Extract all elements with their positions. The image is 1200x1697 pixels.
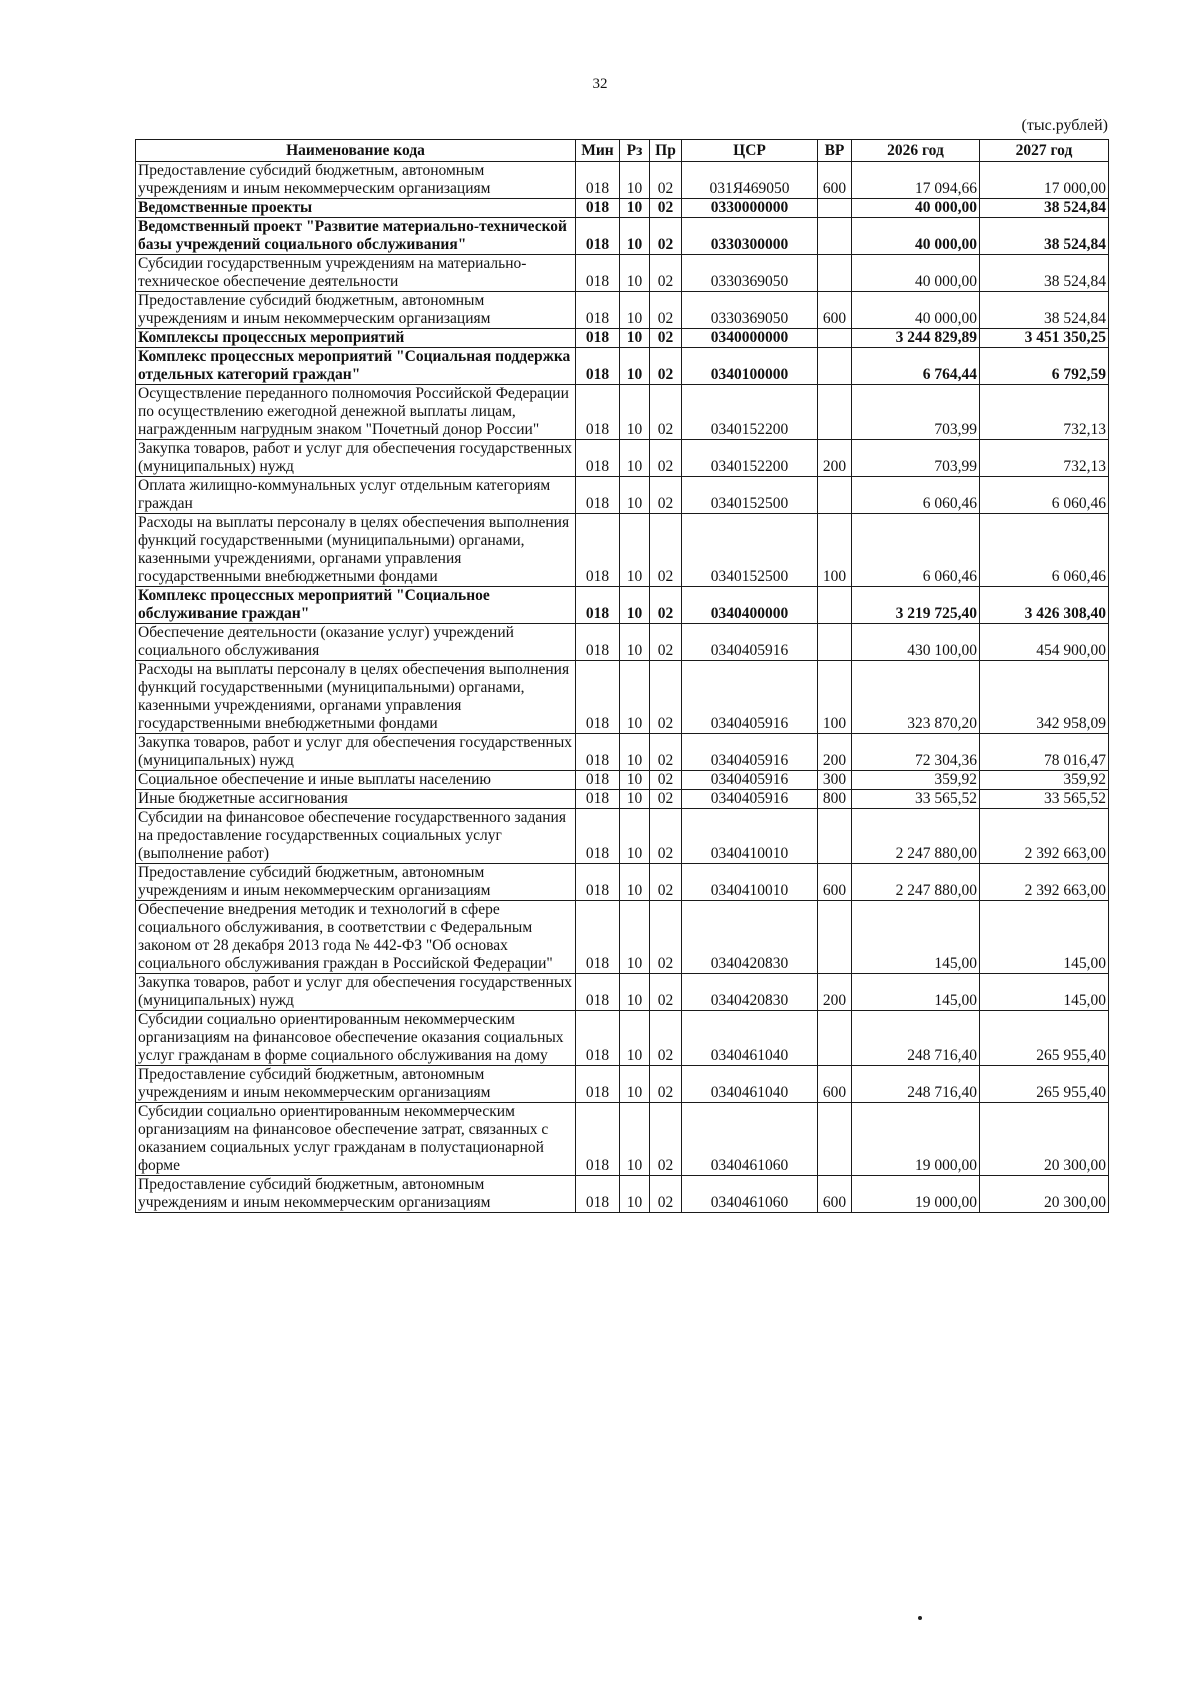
row-csr-cell: 031Я469050 <box>682 162 818 199</box>
row-name-cell: Предоставление субсидий бюджетным, автономным учреждениям и иным некоммерческим организациям <box>136 864 576 901</box>
table-row <box>136 624 1109 661</box>
row-pr-cell: 02 <box>650 790 682 809</box>
table-row <box>136 348 1109 385</box>
row-pr-cell: 02 <box>650 809 682 864</box>
row-name-cell: Субсидии государственным учреждениям на материально-техническое обеспечение деятельности <box>136 255 576 292</box>
row-pr-cell: 02 <box>650 477 682 514</box>
row-name-cell: Комплексы процессных мероприятий <box>136 329 576 348</box>
row-vr-cell: 600 <box>818 292 852 329</box>
row-rz-cell: 10 <box>620 1011 650 1066</box>
row-2027-cell: 3 426 308,40 <box>980 587 1109 624</box>
row-2026-cell: 248 716,40 <box>852 1066 980 1103</box>
row-min-cell: 018 <box>576 477 620 514</box>
row-min-cell: 018 <box>576 734 620 771</box>
row-2026-cell: 33 565,52 <box>852 790 980 809</box>
row-2026-cell: 19 000,00 <box>852 1176 980 1213</box>
header-pr: Пр <box>650 140 682 162</box>
row-vr-cell <box>818 348 852 385</box>
table-row <box>136 901 1109 974</box>
row-name-cell: Закупка товаров, работ и услуг для обеспечения государственных (муниципальных) нужд <box>136 734 576 771</box>
row-2027-cell: 38 524,84 <box>980 292 1109 329</box>
row-min-cell: 018 <box>576 1176 620 1213</box>
row-rz-cell: 10 <box>620 348 650 385</box>
row-vr-cell <box>818 901 852 974</box>
row-csr-cell: 0340152200 <box>682 385 818 440</box>
row-2026-cell: 6 060,46 <box>852 514 980 587</box>
row-vr-cell <box>818 587 852 624</box>
row-csr-cell: 0340152500 <box>682 477 818 514</box>
row-pr-cell: 02 <box>650 218 682 255</box>
row-pr-cell: 02 <box>650 771 682 790</box>
row-rz-cell: 10 <box>620 162 650 199</box>
table-row <box>136 587 1109 624</box>
header-name: Наименование кода <box>136 140 576 162</box>
row-2027-cell: 145,00 <box>980 974 1109 1011</box>
row-vr-cell <box>818 1103 852 1176</box>
row-name-cell: Расходы на выплаты персоналу в целях обеспечения выполнения функций государственными (муниципальными) органами, казенными учреждениями, органами управления государственными внебюджетными фондами <box>136 661 576 734</box>
row-csr-cell: 0340461040 <box>682 1066 818 1103</box>
row-name-cell: Комплекс процессных мероприятий "Социальная поддержка отдельных категорий граждан" <box>136 348 576 385</box>
row-vr-cell: 300 <box>818 771 852 790</box>
row-2026-cell: 248 716,40 <box>852 1011 980 1066</box>
row-2026-cell: 323 870,20 <box>852 661 980 734</box>
units-label: (тыс.рублей) <box>1021 117 1108 134</box>
row-2027-cell: 265 955,40 <box>980 1011 1109 1066</box>
row-rz-cell: 10 <box>620 218 650 255</box>
row-vr-cell <box>818 199 852 218</box>
row-rz-cell: 10 <box>620 1103 650 1176</box>
row-vr-cell <box>818 477 852 514</box>
row-name-cell: Субсидии на финансовое обеспечение государственного задания на предоставление государственных социальных услуг (выполнение работ) <box>136 809 576 864</box>
row-min-cell: 018 <box>576 255 620 292</box>
table-row <box>136 1011 1109 1066</box>
row-min-cell: 018 <box>576 1066 620 1103</box>
row-rz-cell: 10 <box>620 255 650 292</box>
row-min-cell: 018 <box>576 292 620 329</box>
row-pr-cell: 02 <box>650 587 682 624</box>
row-2026-cell: 40 000,00 <box>852 199 980 218</box>
row-2026-cell: 359,92 <box>852 771 980 790</box>
row-min-cell: 018 <box>576 218 620 255</box>
row-2027-cell: 145,00 <box>980 901 1109 974</box>
row-rz-cell: 10 <box>620 1176 650 1213</box>
table-row <box>136 218 1109 255</box>
row-2026-cell: 145,00 <box>852 974 980 1011</box>
row-name-cell: Ведомственный проект "Развитие материально-технической базы учреждений социального обслуживания" <box>136 218 576 255</box>
row-min-cell: 018 <box>576 974 620 1011</box>
row-2027-cell: 20 300,00 <box>980 1103 1109 1176</box>
row-rz-cell: 10 <box>620 440 650 477</box>
row-2027-cell: 33 565,52 <box>980 790 1109 809</box>
table-row <box>136 385 1109 440</box>
row-min-cell: 018 <box>576 661 620 734</box>
row-2027-cell: 454 900,00 <box>980 624 1109 661</box>
row-min-cell: 018 <box>576 864 620 901</box>
row-rz-cell: 10 <box>620 974 650 1011</box>
row-2027-cell: 265 955,40 <box>980 1066 1109 1103</box>
table-row <box>136 440 1109 477</box>
row-name-cell: Расходы на выплаты персоналу в целях обеспечения выполнения функций государственными (муниципальными) органами, казенными учреждениями, органами управления государственными внебюджетными фондами <box>136 514 576 587</box>
table-header-row <box>136 140 1109 162</box>
row-rz-cell: 10 <box>620 514 650 587</box>
row-name-cell: Предоставление субсидий бюджетным, автономным учреждениям и иным некоммерческим организациям <box>136 1176 576 1213</box>
table-row <box>136 329 1109 348</box>
row-min-cell: 018 <box>576 199 620 218</box>
row-csr-cell: 0330300000 <box>682 218 818 255</box>
row-2027-cell: 2 392 663,00 <box>980 864 1109 901</box>
table-row <box>136 790 1109 809</box>
row-pr-cell: 02 <box>650 440 682 477</box>
row-csr-cell: 0340152200 <box>682 440 818 477</box>
table-row <box>136 771 1109 790</box>
budget-table <box>135 139 1109 1213</box>
table-row <box>136 864 1109 901</box>
row-2026-cell: 40 000,00 <box>852 218 980 255</box>
row-rz-cell: 10 <box>620 901 650 974</box>
row-pr-cell: 02 <box>650 1103 682 1176</box>
row-2026-cell: 6 060,46 <box>852 477 980 514</box>
row-rz-cell: 10 <box>620 734 650 771</box>
row-2026-cell: 40 000,00 <box>852 292 980 329</box>
row-csr-cell: 0340461060 <box>682 1176 818 1213</box>
row-rz-cell: 10 <box>620 661 650 734</box>
row-name-cell: Обеспечение внедрения методик и технологий в сфере социального обслуживания, в соответствии с Федеральным законом от 28 декабря 2013 года № 442-ФЗ "Об основах социального обслуживания граждан в Российской Федерации" <box>136 901 576 974</box>
row-name-cell: Комплекс процессных мероприятий "Социальное обслуживание граждан" <box>136 587 576 624</box>
row-vr-cell: 200 <box>818 440 852 477</box>
row-rz-cell: 10 <box>620 771 650 790</box>
row-name-cell: Иные бюджетные ассигнования <box>136 790 576 809</box>
table-row <box>136 1066 1109 1103</box>
row-name-cell: Субсидии социально ориентированным некоммерческим организациям на финансовое обеспечение оказания социальных услуг гражданам в форме социального обслуживания на дому <box>136 1011 576 1066</box>
header-2026: 2026 год <box>852 140 980 162</box>
row-vr-cell: 100 <box>818 514 852 587</box>
table-body <box>136 162 1109 1213</box>
row-vr-cell: 600 <box>818 1066 852 1103</box>
row-csr-cell: 0340000000 <box>682 329 818 348</box>
row-pr-cell: 02 <box>650 1011 682 1066</box>
row-2027-cell: 732,13 <box>980 385 1109 440</box>
row-pr-cell: 02 <box>650 974 682 1011</box>
row-pr-cell: 02 <box>650 661 682 734</box>
row-pr-cell: 02 <box>650 348 682 385</box>
row-min-cell: 018 <box>576 385 620 440</box>
row-vr-cell: 200 <box>818 974 852 1011</box>
row-2026-cell: 6 764,44 <box>852 348 980 385</box>
row-2027-cell: 20 300,00 <box>980 1176 1109 1213</box>
header-csr: ЦСР <box>682 140 818 162</box>
row-vr-cell <box>818 385 852 440</box>
row-rz-cell: 10 <box>620 1066 650 1103</box>
row-name-cell: Предоставление субсидий бюджетным, автономным учреждениям и иным некоммерческим организациям <box>136 1066 576 1103</box>
row-rz-cell: 10 <box>620 385 650 440</box>
row-min-cell: 018 <box>576 440 620 477</box>
row-2027-cell: 6 060,46 <box>980 514 1109 587</box>
row-vr-cell <box>818 624 852 661</box>
row-min-cell: 018 <box>576 1011 620 1066</box>
table-row <box>136 734 1109 771</box>
table-row <box>136 974 1109 1011</box>
row-rz-cell: 10 <box>620 624 650 661</box>
row-2026-cell: 19 000,00 <box>852 1103 980 1176</box>
row-csr-cell: 0340100000 <box>682 348 818 385</box>
row-rz-cell: 10 <box>620 477 650 514</box>
row-min-cell: 018 <box>576 809 620 864</box>
row-2027-cell: 17 000,00 <box>980 162 1109 199</box>
row-pr-cell: 02 <box>650 734 682 771</box>
row-2026-cell: 2 247 880,00 <box>852 864 980 901</box>
row-min-cell: 018 <box>576 1103 620 1176</box>
row-vr-cell: 600 <box>818 1176 852 1213</box>
table-row <box>136 162 1109 199</box>
row-2026-cell: 145,00 <box>852 901 980 974</box>
row-name-cell: Субсидии социально ориентированным некоммерческим организациям на финансовое обеспечение затрат, связанных с оказанием социальных услуг гражданам в полустационарной форме <box>136 1103 576 1176</box>
row-vr-cell <box>818 809 852 864</box>
header-rz: Рз <box>620 140 650 162</box>
row-vr-cell <box>818 1011 852 1066</box>
table-row <box>136 809 1109 864</box>
row-vr-cell: 600 <box>818 162 852 199</box>
row-csr-cell: 0330369050 <box>682 292 818 329</box>
row-csr-cell: 0340405916 <box>682 661 818 734</box>
row-min-cell: 018 <box>576 901 620 974</box>
row-2026-cell: 703,99 <box>852 385 980 440</box>
table-row <box>136 514 1109 587</box>
row-vr-cell: 800 <box>818 790 852 809</box>
row-vr-cell: 600 <box>818 864 852 901</box>
row-pr-cell: 02 <box>650 199 682 218</box>
row-pr-cell: 02 <box>650 385 682 440</box>
row-pr-cell: 02 <box>650 1176 682 1213</box>
row-2027-cell: 342 958,09 <box>980 661 1109 734</box>
row-pr-cell: 02 <box>650 864 682 901</box>
row-csr-cell: 0340461040 <box>682 1011 818 1066</box>
row-min-cell: 018 <box>576 514 620 587</box>
row-csr-cell: 0340152500 <box>682 514 818 587</box>
row-vr-cell: 200 <box>818 734 852 771</box>
row-rz-cell: 10 <box>620 329 650 348</box>
row-csr-cell: 0340405916 <box>682 624 818 661</box>
row-csr-cell: 0340420830 <box>682 974 818 1011</box>
row-csr-cell: 0330000000 <box>682 199 818 218</box>
row-min-cell: 018 <box>576 162 620 199</box>
table-row <box>136 477 1109 514</box>
row-pr-cell: 02 <box>650 162 682 199</box>
row-name-cell: Осуществление переданного полномочия Российской Федерации по осуществлению ежегодной денежной выплаты лицам, награжденным нагрудным знаком "Почетный донор России" <box>136 385 576 440</box>
row-min-cell: 018 <box>576 587 620 624</box>
row-2026-cell: 2 247 880,00 <box>852 809 980 864</box>
page-number: 32 <box>592 76 608 92</box>
row-csr-cell: 0340405916 <box>682 790 818 809</box>
row-name-cell: Социальное обеспечение и иные выплаты населению <box>136 771 576 790</box>
row-rz-cell: 10 <box>620 199 650 218</box>
row-vr-cell: 100 <box>818 661 852 734</box>
table-row <box>136 661 1109 734</box>
row-name-cell: Оплата жилищно-коммунальных услуг отдельным категориям граждан <box>136 477 576 514</box>
row-vr-cell <box>818 329 852 348</box>
row-2026-cell: 3 219 725,40 <box>852 587 980 624</box>
row-vr-cell <box>818 255 852 292</box>
row-pr-cell: 02 <box>650 329 682 348</box>
row-2027-cell: 38 524,84 <box>980 199 1109 218</box>
row-2027-cell: 78 016,47 <box>980 734 1109 771</box>
row-min-cell: 018 <box>576 790 620 809</box>
table-row <box>136 292 1109 329</box>
row-2027-cell: 3 451 350,25 <box>980 329 1109 348</box>
row-pr-cell: 02 <box>650 292 682 329</box>
row-min-cell: 018 <box>576 771 620 790</box>
table-row <box>136 1176 1109 1213</box>
row-csr-cell: 0340405916 <box>682 734 818 771</box>
row-2027-cell: 6 060,46 <box>980 477 1109 514</box>
row-2026-cell: 40 000,00 <box>852 255 980 292</box>
row-rz-cell: 10 <box>620 864 650 901</box>
row-min-cell: 018 <box>576 348 620 385</box>
header-vr: ВР <box>818 140 852 162</box>
row-2026-cell: 17 094,66 <box>852 162 980 199</box>
row-rz-cell: 10 <box>620 790 650 809</box>
row-2027-cell: 38 524,84 <box>980 218 1109 255</box>
row-name-cell: Закупка товаров, работ и услуг для обеспечения государственных (муниципальных) нужд <box>136 974 576 1011</box>
row-name-cell: Предоставление субсидий бюджетным, автономным учреждениям и иным некоммерческим организациям <box>136 292 576 329</box>
row-csr-cell: 0340410010 <box>682 809 818 864</box>
header-2027: 2027 год <box>980 140 1109 162</box>
row-min-cell: 018 <box>576 329 620 348</box>
row-pr-cell: 02 <box>650 901 682 974</box>
row-pr-cell: 02 <box>650 1066 682 1103</box>
row-2027-cell: 359,92 <box>980 771 1109 790</box>
row-pr-cell: 02 <box>650 514 682 587</box>
row-csr-cell: 0340410010 <box>682 864 818 901</box>
row-2026-cell: 703,99 <box>852 440 980 477</box>
row-2026-cell: 3 244 829,89 <box>852 329 980 348</box>
row-rz-cell: 10 <box>620 809 650 864</box>
row-2027-cell: 732,13 <box>980 440 1109 477</box>
row-rz-cell: 10 <box>620 292 650 329</box>
stray-mark <box>918 1616 922 1620</box>
row-name-cell: Предоставление субсидий бюджетным, автономным учреждениям и иным некоммерческим организациям <box>136 162 576 199</box>
row-name-cell: Обеспечение деятельности (оказание услуг) учреждений социального обслуживания <box>136 624 576 661</box>
row-pr-cell: 02 <box>650 624 682 661</box>
table-row <box>136 1103 1109 1176</box>
row-name-cell: Закупка товаров, работ и услуг для обеспечения государственных (муниципальных) нужд <box>136 440 576 477</box>
row-name-cell: Ведомственные проекты <box>136 199 576 218</box>
row-min-cell: 018 <box>576 624 620 661</box>
row-2027-cell: 38 524,84 <box>980 255 1109 292</box>
row-2027-cell: 6 792,59 <box>980 348 1109 385</box>
header-min: Мин <box>576 140 620 162</box>
table-row <box>136 255 1109 292</box>
row-csr-cell: 0340461060 <box>682 1103 818 1176</box>
row-2027-cell: 2 392 663,00 <box>980 809 1109 864</box>
row-pr-cell: 02 <box>650 255 682 292</box>
row-2026-cell: 430 100,00 <box>852 624 980 661</box>
row-csr-cell: 0340405916 <box>682 771 818 790</box>
row-csr-cell: 0340420830 <box>682 901 818 974</box>
row-vr-cell <box>818 218 852 255</box>
row-csr-cell: 0330369050 <box>682 255 818 292</box>
table-row <box>136 199 1109 218</box>
row-csr-cell: 0340400000 <box>682 587 818 624</box>
row-rz-cell: 10 <box>620 587 650 624</box>
row-2026-cell: 72 304,36 <box>852 734 980 771</box>
